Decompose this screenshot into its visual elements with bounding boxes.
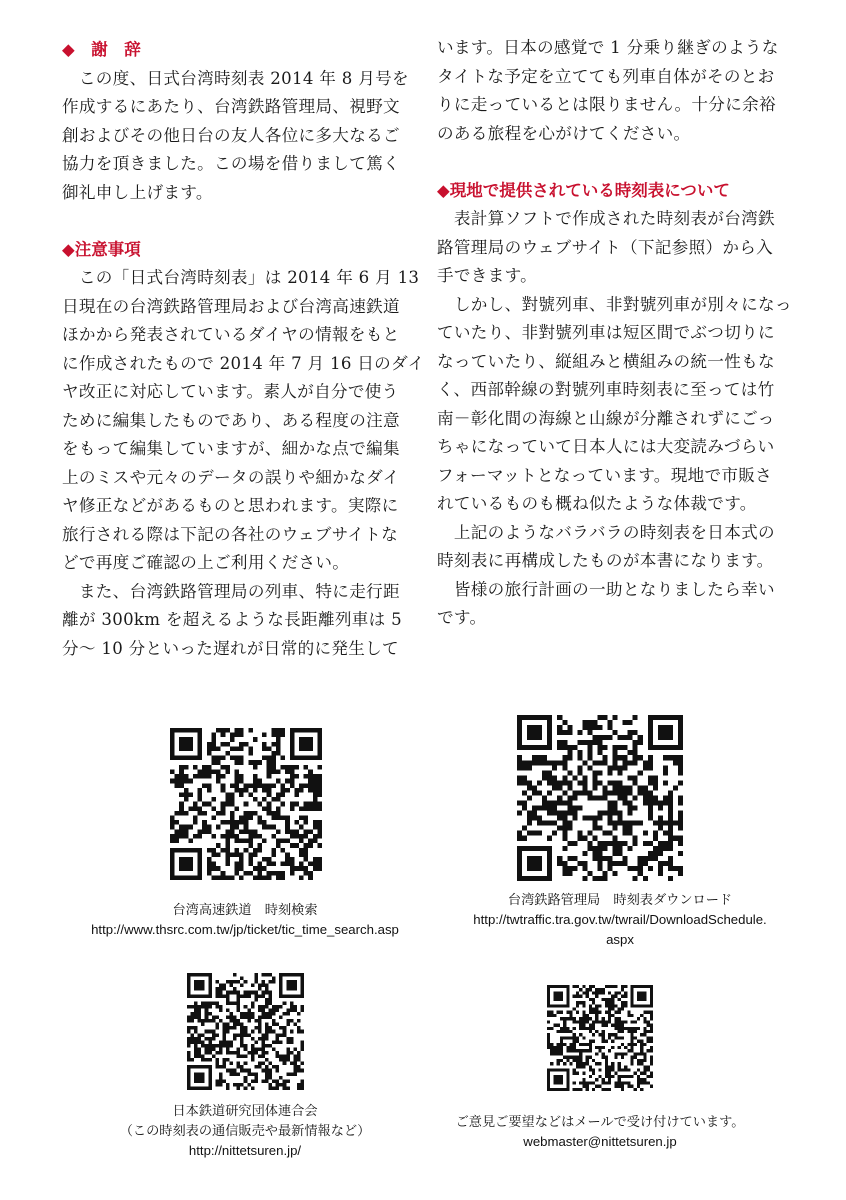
qr-caption-thsrc <box>45 900 445 940</box>
body-text-line: 作成するにあたり、台湾鉄路管理局、視野文 <box>62 97 400 116</box>
qr-url-link-continued[interactable]: aspx <box>606 932 634 947</box>
body-text-line: く、西部幹線の對號列車時刻表に至っては竹 <box>437 380 775 399</box>
body-text-line: 分～ 10 分といった遅れが日常的に発生して <box>62 638 399 658</box>
body-text-line: この「日式台湾時刻表」は 2014 年 6 月 13 <box>62 268 420 287</box>
body-text-line: なっていたり、縦組みと横組みの統一性もな <box>437 351 775 371</box>
body-text-line: また、台湾鉄路管理局の列車、特に走行距 <box>62 581 400 601</box>
body-text-line: 皆様の旅行計画の一助となりましたら幸い <box>437 579 775 599</box>
body-text-line: 旅行される際は下記の各社のウェブサイトな <box>62 524 399 544</box>
qr-code-thsrc[interactable] <box>170 728 322 880</box>
qr-title: ご意見ご要望などはメールで受け付けています。 <box>455 1114 745 1129</box>
body-text-line: 御礼申し上げます。 <box>62 182 213 202</box>
body-text-line: タイトな予定を立てても列車自体がそのとお <box>437 66 775 86</box>
body-text-line: 上記のようなバラバラの時刻表を日本式の <box>437 522 775 542</box>
body-text-line: フォーマットとなっています。現地で市販さ <box>437 465 773 485</box>
qr-code-nittetsuren[interactable] <box>187 973 304 1090</box>
right-column <box>437 34 797 633</box>
body-text-line: この度、日式台湾時刻表 2014 年 8 月号を <box>62 68 409 88</box>
body-text-line: です。 <box>437 608 487 627</box>
body-text-line: ほかから発表されているダイヤの情報をもと <box>62 325 400 344</box>
qr-code-tra[interactable] <box>517 715 683 881</box>
qr-url-link[interactable]: http://nittetsuren.jp/ <box>188 1143 302 1158</box>
qr-url-link[interactable]: http://www.thsrc.com.tw/jp/ticket/tic_time_search.asp <box>91 922 399 937</box>
qr-code-email[interactable] <box>547 985 653 1091</box>
qr-title: 台湾鉄路管理局 時刻表ダウンロード <box>507 892 733 907</box>
qr-title: 台湾高速鉄道 時刻検索 <box>172 902 318 917</box>
section-heading-acknowledgements: ◆ 謝 辞 <box>62 40 141 59</box>
qr-subtitle: （この時刻表の通信販売や最新情報など） <box>119 1123 371 1138</box>
body-text-line: どで再度ご確認の上ご利用ください。 <box>62 553 350 572</box>
body-text-line: 協力を頂きました。この場を借りまして篤く <box>62 154 400 173</box>
body-text-line: 路管理局のウェブサイト（下記参照）から入 <box>437 237 774 257</box>
body-text-line: 南－彰化間の海線と山線が分離されずにごっ <box>437 408 775 428</box>
body-text-line: 離が 300km を超えるような長距離列車は 5 <box>62 610 402 629</box>
body-text-line: ちゃになっていて日本人には大変読みづらい <box>437 437 775 456</box>
body-text-line: 時刻表に再構成したものが本書になります。 <box>437 551 774 570</box>
qr-title: 日本鉄道研究団体連合会 <box>172 1103 318 1118</box>
qr-caption-tra <box>420 890 820 950</box>
section-heading-notes: ◆注意事項 <box>62 239 141 259</box>
body-text-line: ヤ修正などがあるものと思われます。実際に <box>62 496 399 515</box>
email-link[interactable]: webmaster@nittetsuren.jp <box>523 1134 677 1149</box>
body-text-line: 創およびその他日台の友人各位に多大なるご <box>62 125 400 145</box>
body-text-line: をもって編集していますが、細かな点で編集 <box>62 439 400 458</box>
body-text-line: 表計算ソフトで作成された時刻表が台湾鉄 <box>437 209 775 228</box>
body-text-line: 手できます。 <box>437 266 538 285</box>
qr-url-link[interactable]: http://twtraffic.tra.gov.tw/twrail/DownloadSchedule. <box>473 912 767 927</box>
qr-caption-email <box>400 1112 800 1152</box>
body-text-line: のある旅程を心がけてください。 <box>437 123 691 143</box>
body-text-line: ヤ改正に対応しています。素人が自分で使う <box>62 382 399 401</box>
body-text-line: ために編集したものであり、ある程度の注意 <box>62 410 400 430</box>
body-text-line: れているものも概ね似たような体裁です。 <box>437 494 757 513</box>
body-text-line: しかし、對號列車、非對號列車が別々になっ <box>437 294 792 314</box>
section-heading-local-timetables: ◆現地で提供されている時刻表について <box>437 180 730 200</box>
qr-caption-nittetsuren <box>45 1101 445 1161</box>
left-column <box>62 36 425 663</box>
body-text-line: に作成されたもので 2014 年 7 月 16 日のダイ <box>62 353 425 373</box>
body-text-line: います。日本の感覚で 1 分乗り継ぎのような <box>437 38 779 57</box>
body-text-line: りに走っているとは限りません。十分に余裕 <box>437 95 776 114</box>
body-text-line: 日現在の台湾鉄路管理局および台湾高速鉄道 <box>62 296 400 316</box>
body-text-line: ていたり、非對號列車は短区間でぶつ切りに <box>437 323 775 342</box>
body-text-line: 上のミスや元々のデータの誤りや細かなダイ <box>62 467 400 487</box>
